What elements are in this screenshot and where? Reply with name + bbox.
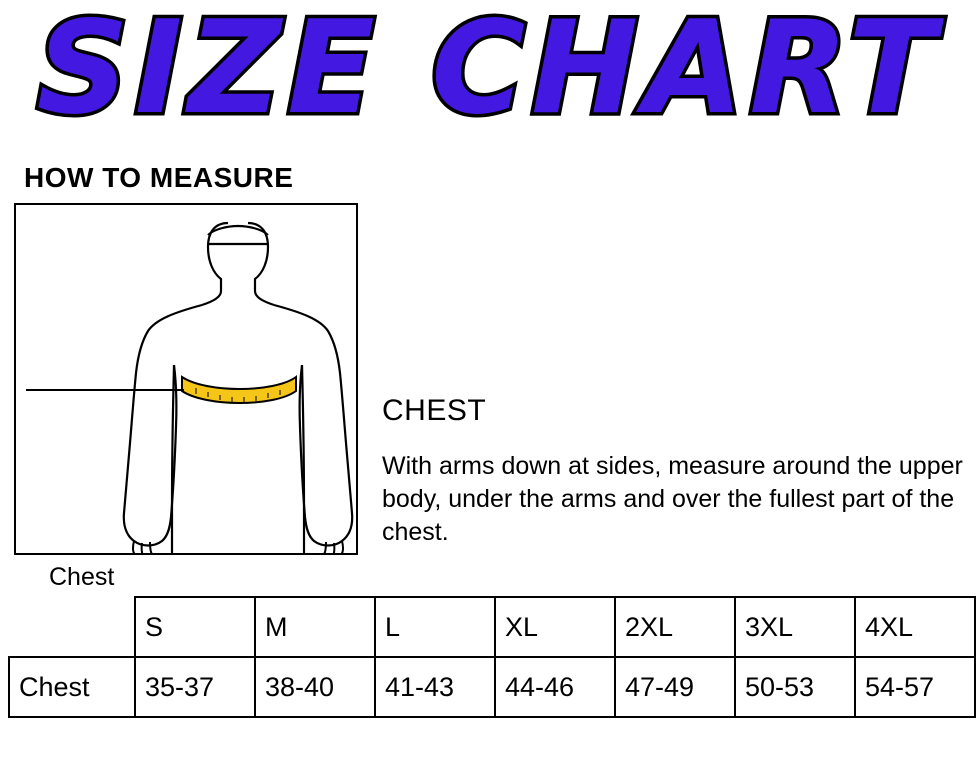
table-cell-chest-xl: 44-46 xyxy=(495,657,615,717)
chest-callout-label: Chest xyxy=(49,563,115,591)
table-header-xl: XL xyxy=(495,597,615,657)
table-header-4xl: 4XL xyxy=(855,597,975,657)
table-corner-cell xyxy=(9,597,135,657)
table-header-3xl: 3XL xyxy=(735,597,855,657)
size-table xyxy=(8,596,976,718)
table-header-m: M xyxy=(255,597,375,657)
description-heading: CHEST xyxy=(382,394,487,427)
table-header-l: L xyxy=(375,597,495,657)
table-row-label-chest: Chest xyxy=(9,657,135,717)
table-cell-chest-m: 38-40 xyxy=(255,657,375,717)
description-body: With arms down at sides, measure around the upper body, under the arms and over the fullest part of the chest. xyxy=(382,452,963,546)
table-cell-chest-l: 41-43 xyxy=(375,657,495,717)
table-cell-chest-3xl: 50-53 xyxy=(735,657,855,717)
page-title: SIZE CHART xyxy=(36,0,942,143)
torso-diagram-icon xyxy=(16,205,356,553)
table-header-2xl: 2XL xyxy=(615,597,735,657)
table-header-row xyxy=(9,597,975,657)
table-cell-chest-s: 35-37 xyxy=(135,657,255,717)
table-cell-chest-4xl: 54-57 xyxy=(855,657,975,717)
measurement-figure-panel xyxy=(14,203,358,591)
how-to-measure-heading: HOW TO MEASURE xyxy=(24,162,294,193)
table-header-s: S xyxy=(135,597,255,657)
page-title-banner xyxy=(0,0,978,150)
table-row xyxy=(9,657,975,717)
table-cell-chest-2xl: 47-49 xyxy=(615,657,735,717)
